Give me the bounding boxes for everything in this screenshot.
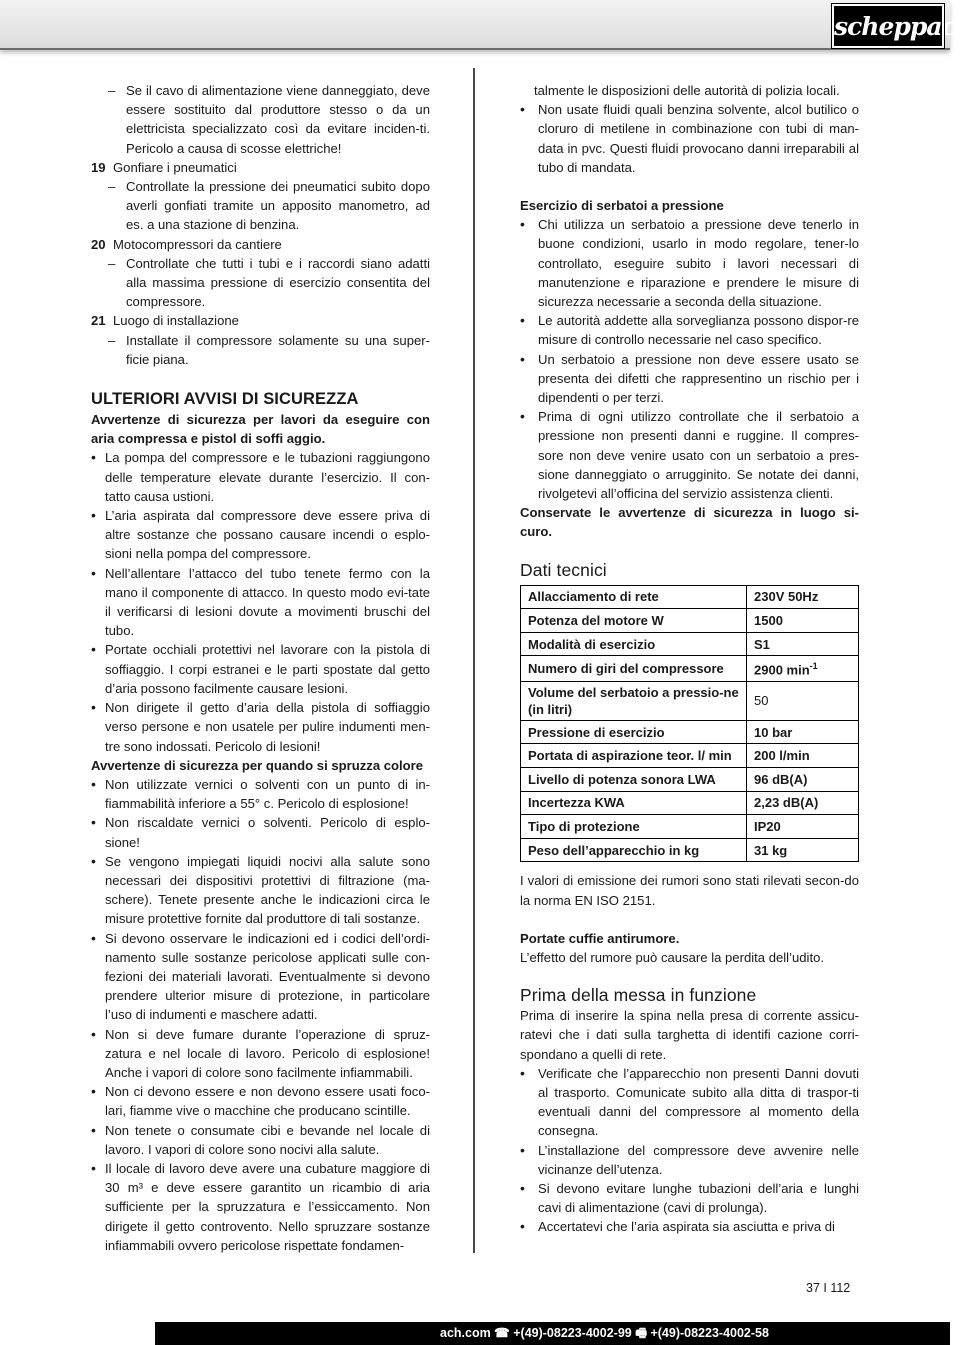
numbered-item-19 — [91, 158, 430, 235]
bullet-list-pressure-tanks — [520, 215, 859, 503]
spec-label: Portata di aspirazione teor. l/ min — [521, 744, 747, 768]
spec-label: Livello di potenza sonora LWA — [521, 767, 747, 791]
subheading-spray-painting: Avvertenze di sicurezza per quando si spruzza colore — [91, 757, 424, 773]
spec-value — [747, 767, 859, 791]
table-row — [521, 815, 859, 839]
spec-value-text: IP20 — [754, 818, 781, 834]
bullet-list-spray-painting — [91, 775, 430, 1255]
list-item: • Si devono evitare lunghe tubazioni dell’aria e lunghi cavi di alimentazione (cavi di prolunga). — [520, 1179, 859, 1217]
table-row — [521, 585, 859, 609]
list-item: • Non si deve fumare durante l’operazione di spruz-zatura e nel locale di lavoro. Pericolo di esplosione! Anche i vapori di colore sono facilmente infiammabili. — [91, 1025, 430, 1083]
table-row — [521, 720, 859, 744]
left-column — [91, 81, 430, 1255]
item-title: Gonfiare i pneumatici — [113, 159, 237, 175]
spec-label: Tipo di protezione — [521, 815, 747, 839]
subheading-compressed-air: Avvertenze di sicurezza per lavori da eseguire con aria compressa e pistol di soffi aggio. — [91, 412, 430, 447]
brand-logo: scheppach — [832, 4, 944, 48]
spec-value-text: 96 dB(A) — [754, 771, 808, 787]
spec-value-text: 2,23 dB(A) — [754, 795, 819, 811]
list-item: • Non tenete o consumate cibi e bevande nel locale di lavoro. I vapori di colore sono nocivi alla salute. — [91, 1121, 430, 1159]
spec-value-text: 200 l/min — [754, 748, 810, 764]
spec-value-text: 50 — [754, 693, 769, 709]
item-title: Motocompressori da cantiere — [113, 236, 282, 252]
table-row — [521, 609, 859, 633]
table-row — [521, 767, 859, 791]
list-item: • Il locale di lavoro deve avere una cubature maggiore di 30 m³ e deve essere garantito un ricambio di aria sufficiente per la spruzzatura e l’essiccamento. Non dirigete il getto controvento. Nello spruzzare sostanze infiammabili ovvero pericolose rispettate fondamen- — [91, 1159, 430, 1255]
list-item: • La pompa del compressore e le tubazioni raggiungono delle temperature elevate durante l’esercizio. Il con-tatto causa ustioni. — [91, 448, 430, 506]
list-item: • Un serbatoio a pressione non deve essere usato se presenta dei difetti che rappresentino un rischio per i dipendenti o per terzi. — [520, 350, 859, 408]
spec-value — [747, 744, 859, 768]
table-row — [521, 791, 859, 815]
numbered-item-21 — [91, 311, 430, 369]
list-item: • Portate occhiali protettivi nel lavorare con la pistola di soffiaggio. I corpi estranei e le parti spostate dal getto d’aria possono facilmente causare lesioni. — [91, 640, 430, 698]
table-row — [521, 681, 859, 720]
spec-value — [747, 681, 859, 720]
noise-warning-text: L’effetto del rumore può causare la perdita dell’udito. — [520, 949, 825, 965]
numbered-item-20 — [91, 235, 430, 312]
spec-label: Incertezza KWA — [521, 791, 747, 815]
spec-value-text: 10 bar — [754, 724, 793, 740]
column-divider — [473, 68, 475, 1253]
spec-value — [747, 791, 859, 815]
table-row — [521, 656, 859, 681]
before-startup-text: Prima di inserire la spina nella presa di corrente assicu-ratevi che i dati sulla targhetta di identifi cazione corri-spondano a quelli di rete. — [520, 1008, 859, 1062]
table-row — [521, 632, 859, 656]
list-item: • L’installazione del compressore deve avvenire nelle vicinanze dell’utenza. — [520, 1141, 859, 1179]
intro-dash-item: – Se il cavo di alimentazione viene danneggiato, deve essere sostituito dal produttore stesso o da un elettricista specializzato così da evitare inciden-ti. Pericolo a causa di scosse elettriche! — [91, 81, 430, 158]
item-dash-text: – Controllate che tutti i tubi e i raccordi siano adatti alla massima pressione di esercizio consentita del compressore. — [91, 254, 430, 312]
list-item: • Se vengono impiegati liquidi nocivi alla salute sono necessari dei dispositivi protettivi di filtrazione (ma-schere). Tenete presente anche le indicazioni circa le misure protettive fornite dal produttore di tali sostanze. — [91, 852, 430, 929]
tech-data-heading: Dati tecnici — [520, 559, 607, 580]
item-number: 21 — [91, 313, 106, 329]
item-number: 19 — [91, 159, 106, 175]
table-row — [521, 838, 859, 862]
spec-value-text: 2900 min — [754, 662, 810, 678]
footer-bar — [0, 1322, 950, 1345]
bullet-list-startup — [520, 1064, 859, 1237]
subheading-pressure-tanks: Esercizio di serbatoi a pressione — [520, 198, 724, 214]
list-item: • L’aria aspirata dal compressore deve essere priva di altre sostanze che possano causare incendi o esplo-sioni nella pompa del compressore. — [91, 506, 430, 564]
spec-label: Potenza del motore W — [521, 609, 747, 633]
noise-emission-text: I valori di emissione dei rumori sono stati rilevati secon-do la norma EN ISO 2151. — [520, 873, 859, 908]
bullet-list-fluids — [520, 100, 859, 177]
spec-value — [747, 815, 859, 839]
footer-contact: ach.com ☎ +(49)-08223-4002-99 🖷 +(49)-08223-4002-58 — [440, 1326, 769, 1340]
spec-label: Allacciamento di rete — [521, 585, 747, 609]
item-number: 20 — [91, 236, 106, 252]
section-heading: ULTERIORI AVVISI DI SICUREZZA — [91, 390, 359, 409]
item-dash-text: – Installate il compressore solamente su una super-ficie piana. — [91, 331, 430, 369]
spec-label: Peso dell’apparecchio in kg — [521, 838, 747, 862]
continued-text: talmente le disposizioni delle autorità di polizia locali. — [534, 83, 840, 98]
item-title: Luogo di installazione — [113, 313, 239, 329]
spec-value — [747, 632, 859, 656]
spec-label: Numero di giri del compressore — [521, 656, 747, 681]
list-item: • Prima di ogni utilizzo controllate che il serbatoio a pressione non presenti danni e ruggine. Il compres-sore non deve venire usato con un serbatoio a pres-sione danneggiato o arrugginito. Se notate dei danni, rivolgetevi all’officina del servizio assistenza clienti. — [520, 407, 859, 503]
keep-instructions-note: Conservate le avvertenze di sicurezza in luogo si-curo. — [520, 505, 859, 540]
list-item: • Non ci devono essere e non devono essere usati foco-lari, fiamme vive o macchine che producano scintille. — [91, 1082, 430, 1120]
spec-label: Volume del serbatoio a pressio-ne (in litri) — [521, 681, 747, 720]
list-item: • Chi utilizza un serbatoio a pressione deve tenerlo in buone condizioni, usarlo in modo regolare, tener-lo controllato, eseguire subito i lavori necessari di manutenzione e riparazione e prendere le misure di sicurezza necessarie a seconda della situazione. — [520, 215, 859, 311]
page-number: 37 I 112 — [806, 1281, 851, 1295]
before-startup-heading: Prima della messa in funzione — [520, 985, 757, 1006]
spec-value-text: S1 — [754, 636, 770, 652]
table-row — [521, 744, 859, 768]
list-item: • Non dirigete il getto d’aria della pistola di soffiaggio verso persone e non usatele per pulire indumenti men-tre sono indossati. Pericolo di lesioni! — [91, 698, 430, 756]
list-item: • Non utilizzate vernici o solventi con un punto di in-fiammabilità inferiore a 55° c. Pericolo di esplosione! — [91, 775, 430, 813]
list-item: • Le autorità addette alla sorveglianza possono dispor-re misure di controllo necessarie nel caso specifico. — [520, 311, 859, 349]
spec-value-text: 31 kg — [754, 842, 788, 858]
list-item: • Non usate fluidi quali benzina solvente, alcol butilico o cloruro di metilene in combinazione con tubi di man-data in pvc. Questi fluidi provocano danni irreparabili al tubo di mandata. — [520, 100, 859, 177]
tech-data-table — [520, 585, 859, 863]
item-dash-text: – Controllate la pressione dei pneumatici subito dopo averli gonfiati tramite un apposito manometro, ad es. a una stazione di benzina. — [91, 177, 430, 235]
spec-value — [747, 720, 859, 744]
spec-value — [747, 838, 859, 862]
spec-value-text: 1500 — [754, 613, 783, 629]
spec-label: Modalità di esercizio — [521, 632, 747, 656]
list-item: • Non riscaldate vernici o solventi. Pericolo di esplo-sione! — [91, 813, 430, 851]
list-item: • Nell’allentare l’attacco del tubo tenete fermo con la mano il componente di attacco. In questo modo evi-tate il verificarsi di lesioni dovute a movimenti bruschi del tubo. — [91, 564, 430, 641]
bullet-list-compressed-air — [91, 448, 430, 755]
spec-value — [747, 609, 859, 633]
right-column — [520, 81, 859, 1237]
spec-value — [747, 585, 859, 609]
list-item: • Accertatevi che l’aria aspirata sia asciutta e priva di — [520, 1217, 859, 1236]
list-item: • Si devono osservare le indicazioni ed i codici dell’ordi-namento sulle sostanze pericolose applicati sulle con-fezioni dei materiali lavorati. Eventualmente si devono prendere ulterior misure di protezione, in particolare l’uso di indumenti e maschere adatti. — [91, 929, 430, 1025]
list-item: • Verificate che l’apparecchio non presenti Danni dovuti al trasporto. Comunicate subito alla ditta di traspor-ti eventuali danni del compressore al momento della consegna. — [520, 1064, 859, 1141]
spec-value-text: 230V 50Hz — [754, 589, 819, 605]
top-header-bar — [0, 0, 973, 50]
spec-label: Pressione di esercizio — [521, 720, 747, 744]
spec-value-exponent: -1 — [809, 661, 818, 672]
spec-value — [747, 656, 859, 681]
ear-protection-note: Portate cuffie antirumore. — [520, 930, 680, 946]
